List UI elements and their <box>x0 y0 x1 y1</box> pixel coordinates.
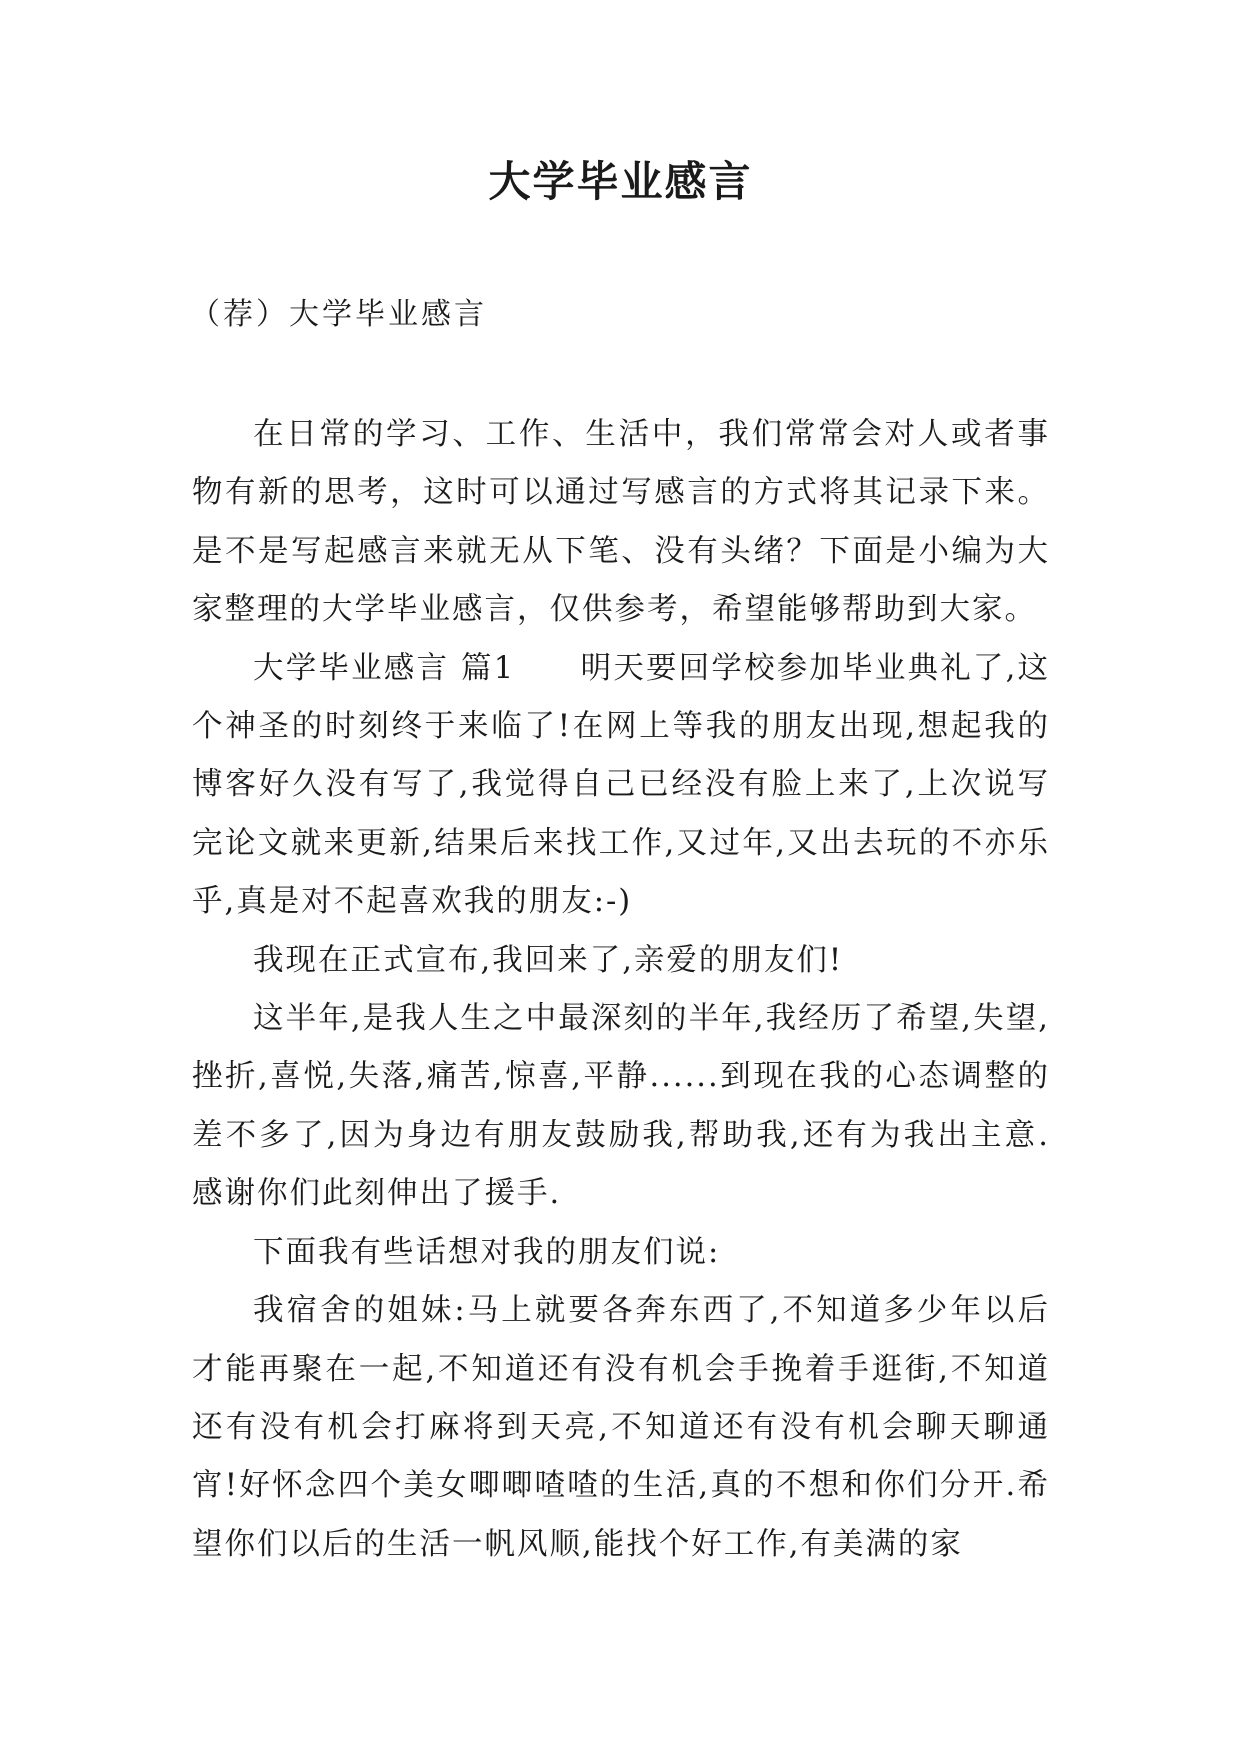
paragraph-to-friends: 下面我有些话想对我的朋友们说: <box>253 1234 721 1270</box>
paragraph-half-year: 这半年,是我人生之中最深刻的半年,我经历了希望,失望,挫折,喜悦,失落,痛苦,惊喜,平静......到现在我的心态调整的差不多了,因为身边有朋友鼓励我,帮助我,还有为我出主意.感谢你们此刻伸出了援手. <box>192 1001 1050 1212</box>
paragraph-section-1: 大学毕业感言 篇1 明天要回学校参加毕业典礼了,这个神圣的时刻终于来临了!在网上等我的朋友出现,想起我的博客好久没有写了,我觉得自己已经没有脸上来了,上次说写完论文就来更新,结果后来找工作,又过年,又出去玩的不亦乐乎,真是对不起喜欢我的朋友:-) <box>192 650 1050 920</box>
document-body <box>192 406 1050 1574</box>
document-title: 大学毕业感言 <box>488 157 753 206</box>
paragraph-intro: 在日常的学习、工作、生活中，我们常常会对人或者事物有新的思考，这时可以通过写感言的方式将其记录下来。是不是写起感言来就无从下笔、没有头绪？下面是小编为大家整理的大学毕业感言，仅供参考，希望能够帮助到大家。 <box>192 417 1050 628</box>
document-subtitle: （荐）大学毕业感言 <box>190 297 487 332</box>
paragraph-announce: 我现在正式宣布,我回来了,亲爱的朋友们! <box>253 942 844 978</box>
paragraph-roommates: 我宿舍的姐妹:马上就要各奔东西了,不知道多少年以后才能再聚在一起,不知道还有没有机会手挽着手逛街,不知道还有没有机会打麻将到天亮,不知道还有没有机会聊天聊通宵!好怀念四个美女唧唧喳喳的生活,真的不想和你们分开.希望你们以后的生活一帆风顺,能找个好工作,有美满的家 <box>192 1293 1050 1562</box>
